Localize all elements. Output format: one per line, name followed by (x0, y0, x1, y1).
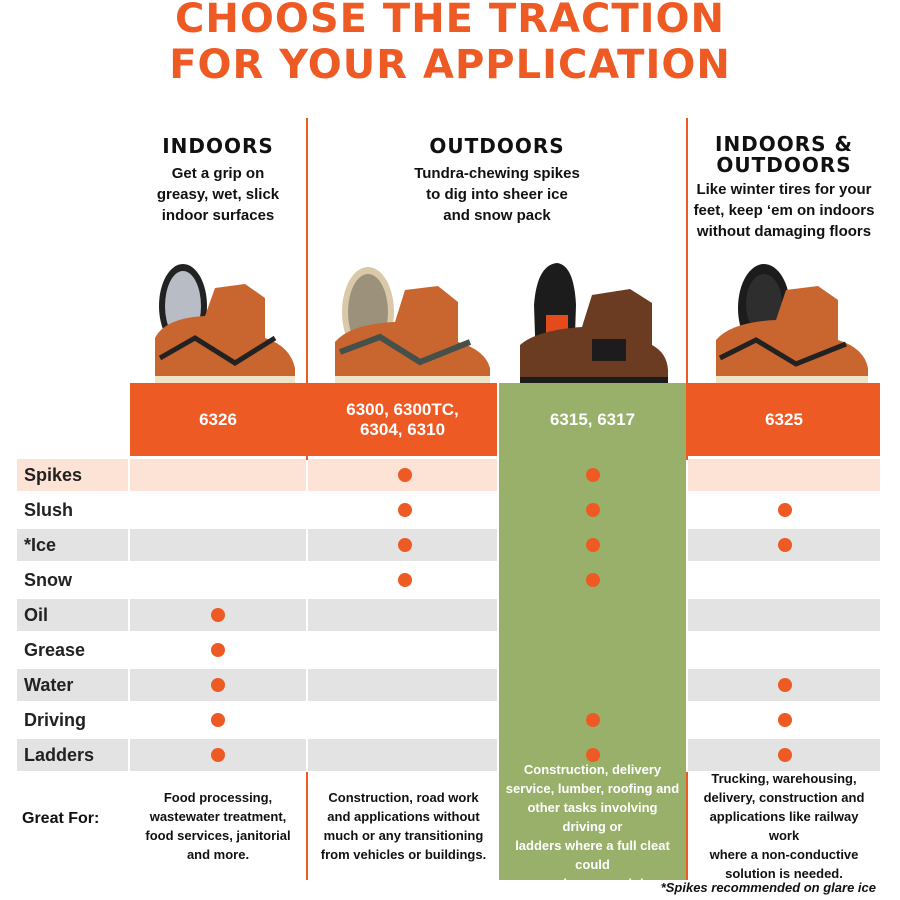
model-banner-6300 (308, 383, 497, 456)
text-line: from vehicles or buildings. (320, 847, 487, 862)
table-cell (688, 634, 880, 666)
divider-1 (306, 118, 308, 460)
row-label-cell (17, 739, 128, 771)
desc-line: greasy, wet, slick (156, 186, 280, 203)
col-outdoors-desc (308, 163, 686, 226)
desc-line: feet, keep ‘em on indoors (693, 202, 875, 219)
great-for-6326 (130, 772, 306, 880)
table-cell (308, 669, 497, 701)
row-label-cell (17, 704, 128, 736)
check-dot (211, 608, 225, 622)
table-cell (688, 599, 880, 631)
boot-image-6326 (135, 258, 305, 388)
text-line: wastewater treatment, (149, 809, 287, 824)
row-label: Snow (24, 570, 72, 590)
model-number: 6300, 6300TC, (346, 399, 459, 419)
table-row (0, 494, 900, 526)
check-dot (778, 678, 792, 692)
text-line: solution is needed. (725, 866, 843, 881)
row-label-cell (17, 634, 128, 666)
col-both-desc (688, 179, 880, 242)
table-cell (688, 459, 880, 491)
model-banner-6315 (499, 383, 686, 456)
table-row (0, 669, 900, 701)
text-line: Construction, road work (328, 790, 479, 805)
table-cell (130, 739, 306, 771)
model-banner-6326 (130, 383, 306, 456)
check-dot (778, 503, 792, 517)
table-cell (688, 704, 880, 736)
table-row (0, 529, 900, 561)
footnote: *Spikes recommended on glare ice (660, 880, 876, 895)
col-both-head (688, 134, 880, 242)
row-label-cell (17, 669, 128, 701)
row-label-cell (17, 599, 128, 631)
check-dot (211, 748, 225, 762)
table-row (0, 704, 900, 736)
table-cell (499, 599, 686, 631)
table-cell (130, 494, 306, 526)
name-line: OUTDOORS (716, 153, 852, 177)
row-label-cell (17, 564, 128, 596)
table-cell (499, 459, 686, 491)
row-label: *Ice (24, 535, 57, 555)
table-cell (308, 529, 497, 561)
table-cell (308, 599, 497, 631)
desc-line: Like winter tires for your (696, 181, 872, 198)
table-row (0, 599, 900, 631)
text-line: where a non-conductive (709, 847, 859, 862)
table-cell (499, 669, 686, 701)
table-cell (130, 564, 306, 596)
boot-image-6315 (512, 255, 672, 388)
check-dot (586, 503, 600, 517)
text-line: and applications without (327, 809, 480, 824)
text-line: other tasks involving driving or (527, 799, 658, 834)
model-number: 6325 (765, 409, 803, 429)
table-cell (130, 529, 306, 561)
col-indoors-desc (130, 163, 306, 226)
divider-2 (686, 118, 688, 460)
text-line: and more. (186, 847, 250, 862)
table-cell (130, 704, 306, 736)
table-cell (308, 494, 497, 526)
desc-line: without damaging floors (696, 223, 872, 240)
row-label-cell (17, 494, 128, 526)
check-dot (398, 468, 412, 482)
title-line-2: FOR YOUR APPLICATION (169, 42, 731, 88)
text-line: service, lumber, roofing and (505, 780, 680, 796)
text-line: cause damage or injury. (518, 875, 667, 891)
row-label: Water (24, 675, 74, 695)
model-number: 6315, 6317 (549, 409, 636, 429)
table-cell (499, 494, 686, 526)
check-dot (778, 538, 792, 552)
row-label: Spikes (24, 465, 83, 485)
title-line-1: CHOOSE THE TRACTION (175, 0, 725, 42)
check-dot (398, 538, 412, 552)
model-number: 6304, 6310 (359, 419, 446, 439)
check-dot (778, 713, 792, 727)
table-cell (688, 494, 880, 526)
great-for-6315 (499, 761, 686, 891)
table-cell (308, 459, 497, 491)
col-both-name (688, 134, 880, 176)
table-cell (308, 739, 497, 771)
table-cell (499, 564, 686, 596)
col-outdoors-name: OUTDOORS (429, 134, 565, 158)
check-dot (211, 713, 225, 727)
check-dot (211, 678, 225, 692)
table-cell (308, 704, 497, 736)
table-cell (688, 564, 880, 596)
check-dot (586, 713, 600, 727)
check-dot (398, 503, 412, 517)
table-cell (308, 564, 497, 596)
row-label-cell (17, 529, 128, 561)
text-line: Food processing, (163, 790, 273, 805)
text-line: delivery, construction and (703, 790, 865, 805)
check-dot (586, 468, 600, 482)
desc-line: and snow pack (443, 207, 551, 224)
great-for-6325 (688, 772, 880, 880)
col-indoors-name: INDOORS (162, 134, 274, 158)
boot-image-6300 (320, 262, 496, 388)
table-cell (499, 704, 686, 736)
col-outdoors-head (308, 136, 686, 226)
table-cell (130, 634, 306, 666)
check-dot (586, 573, 600, 587)
text-line: food services, janitorial (145, 828, 291, 843)
col-indoors-head (130, 136, 306, 226)
table-row (0, 564, 900, 596)
name-line: INDOORS & (715, 132, 853, 156)
table-cell (688, 739, 880, 771)
desc-line: to dig into sheer ice (426, 186, 568, 203)
table-cell (130, 599, 306, 631)
text-line: much or any transitioning (323, 828, 484, 843)
check-dot (398, 573, 412, 587)
model-banner-6325 (688, 383, 880, 456)
row-label: Grease (24, 640, 86, 660)
row-label: Ladders (24, 745, 95, 765)
desc-line: Tundra-chewing spikes (414, 165, 580, 182)
table-row (0, 739, 900, 771)
table-row (0, 459, 900, 491)
check-dot (778, 748, 792, 762)
table-cell (688, 529, 880, 561)
table-cell (499, 529, 686, 561)
text-line: applications like railway work (709, 809, 859, 843)
table-cell (499, 634, 686, 666)
table-cell (130, 669, 306, 701)
row-label-cell (17, 459, 128, 491)
boot-image-6325 (706, 260, 876, 388)
table-cell (130, 459, 306, 491)
check-dot (211, 643, 225, 657)
great-for-6300 (308, 772, 499, 880)
table-cell (688, 669, 880, 701)
great-for-label: Great For: (22, 810, 100, 827)
desc-line: indoor surfaces (161, 207, 275, 224)
text-line: ladders where a full cleat could (515, 837, 670, 872)
row-label: Oil (24, 605, 49, 625)
row-label: Slush (24, 500, 74, 520)
text-line: Construction, delivery (523, 761, 662, 777)
table-cell (308, 634, 497, 666)
row-label: Driving (24, 710, 87, 730)
text-line: Trucking, warehousing, (711, 771, 857, 786)
model-number: 6326 (199, 409, 237, 429)
table-row (0, 634, 900, 666)
desc-line: Get a grip on (171, 165, 265, 182)
check-dot (586, 538, 600, 552)
